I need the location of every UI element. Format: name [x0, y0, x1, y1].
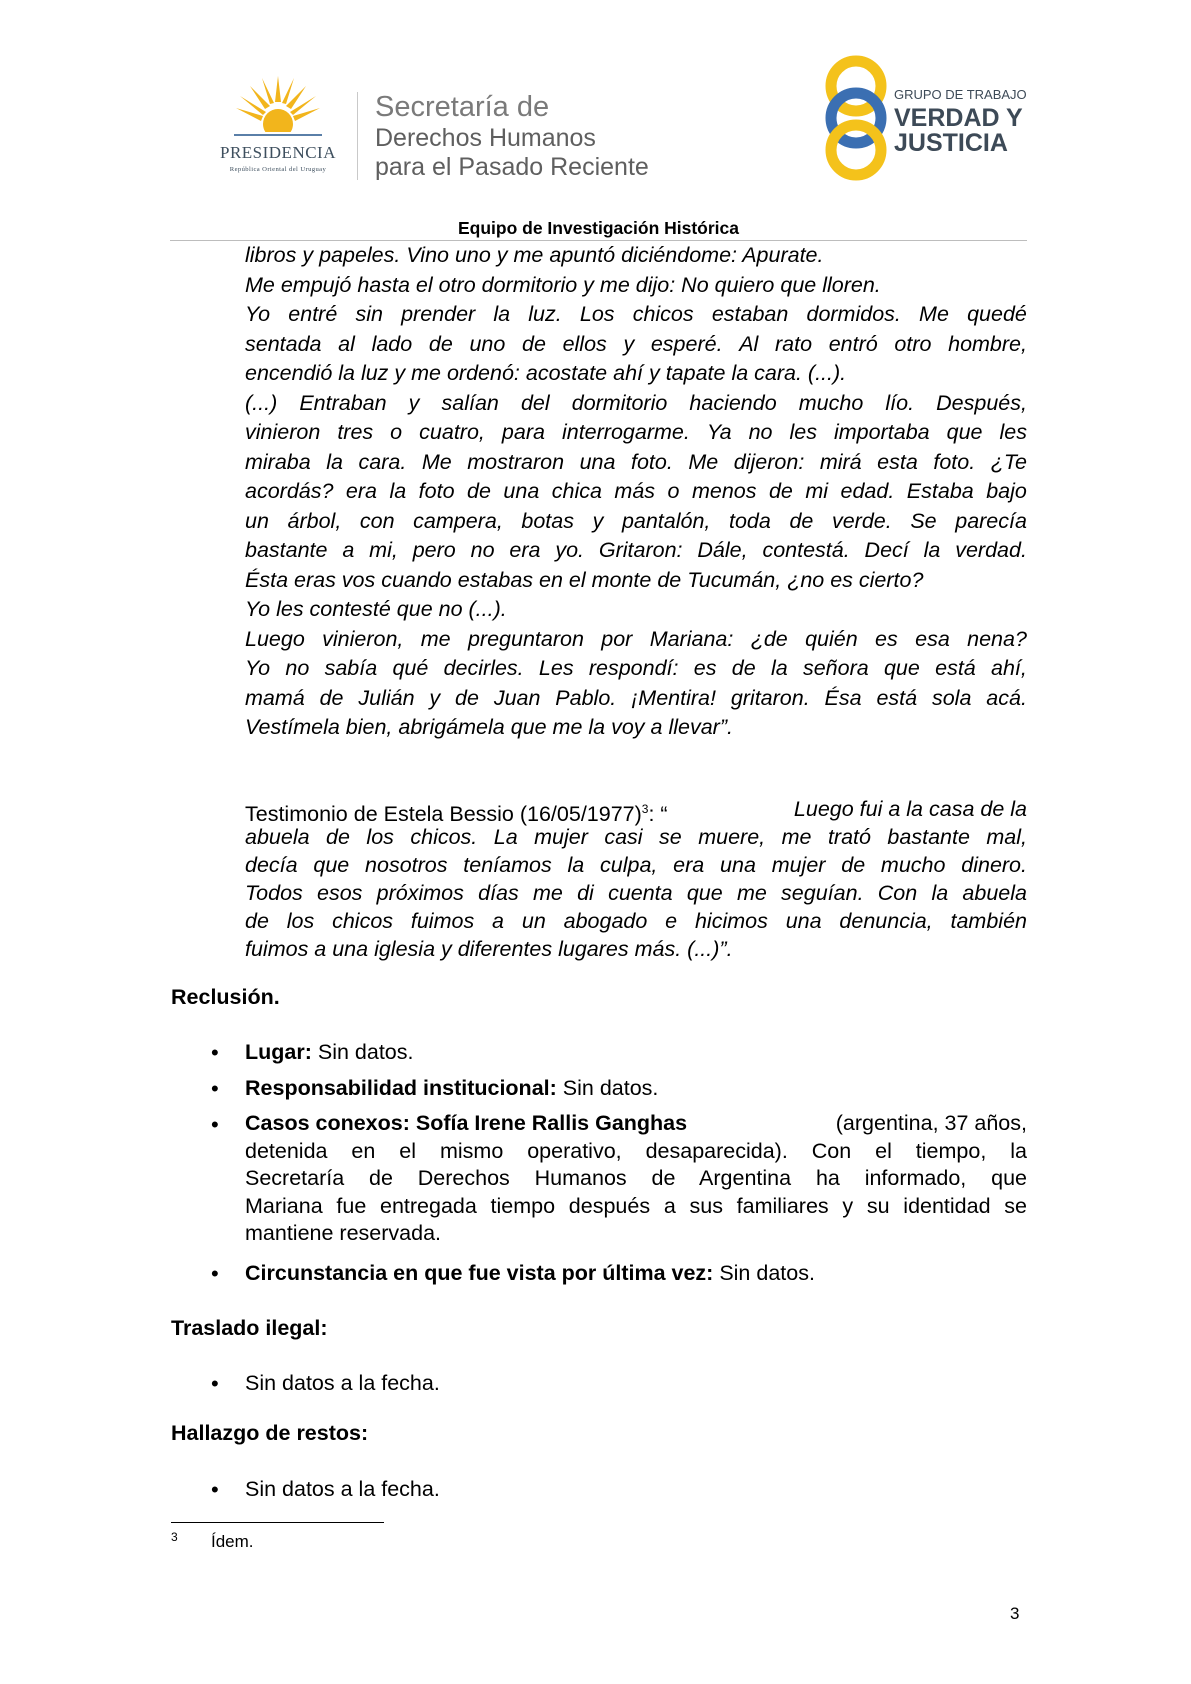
- header-divider: [357, 92, 358, 180]
- secretaria-line-1: Secretaría de: [375, 91, 550, 123]
- vyj-small-text: GRUPO DE TRABAJO: [894, 87, 1027, 102]
- quote-line: Ésta eras vos cuando estabas en el monte de Tucumán, ¿no es cierto?: [245, 567, 924, 592]
- list-item-traslado: Sin datos a la fecha.: [245, 1371, 440, 1395]
- list-item-circunstancia: Circunstancia en que fue vista por última vez: Sin datos.: [245, 1261, 815, 1285]
- quote-line: un árbol, con campera, botas y pantalón, toda de verde. Se parecía: [245, 508, 1027, 533]
- section-heading-reclusion: Reclusión.: [171, 985, 280, 1009]
- bullet: •: [211, 1477, 219, 1502]
- quote-paragraph-a: [245, 300, 1027, 389]
- bullet: •: [211, 1076, 219, 1101]
- testimonio-line: decía que nosotros teníamos la culpa, era una mujer de mucho dinero.: [245, 853, 1027, 877]
- bullet: •: [211, 1261, 219, 1286]
- quote-line: Yo entré sin prender la luz. Los chicos estaban dormidos. Me quedé: [245, 302, 1027, 326]
- casos-line: Mariana fue entregada tiempo después a sus familiares y su identidad se: [245, 1193, 1027, 1218]
- quote-block: [245, 241, 1027, 743]
- testimonio-line: abuela de los chicos. La mujer casi se muere, me trató bastante mal,: [245, 825, 1027, 849]
- casos-label: Casos conexos: Sofía Irene Rallis Ganghas: [245, 1111, 688, 1135]
- quote-line: mamá de Julián y de Juan Pablo. ¡Mentira! gritaron. Ésa está sola acá.: [245, 685, 1027, 710]
- vyj-big-text-2: JUSTICIA: [894, 129, 1008, 157]
- quote-line: (...) Entraban y salían del dormitorio haciendo mucho lío. Después,: [245, 390, 1027, 415]
- footnote-rule: [171, 1522, 384, 1523]
- casos-line: Secretaría de Derechos Humanos de Argentina ha informado, que: [245, 1166, 1027, 1190]
- bullet: •: [211, 1040, 219, 1065]
- list-item-responsabilidad: Responsabilidad institucional: Sin datos.: [245, 1076, 659, 1100]
- quote-line: encendió la luz y me ordenó: acostate ahí y tapate la cara. (...).: [245, 361, 847, 385]
- page-number: 3: [1010, 1604, 1020, 1623]
- vyj-big-text-1: VERDAD Y: [894, 104, 1023, 132]
- presidencia-word: PRESIDENCIA: [219, 143, 336, 162]
- casos-line: detenida en el mismo operativo, desaparecida). Con el tiempo, la: [245, 1138, 1027, 1163]
- quote-line: Yo les contesté que no (...).: [245, 597, 507, 621]
- quote-line: Luego vinieron, me preguntaron por Mariana: ¿de quién es esa nena?: [245, 626, 1027, 651]
- testimonio-line: de los chicos fuimos a un abogado e hicimos una denuncia, también: [245, 909, 1027, 933]
- testimonio-block: [245, 795, 1027, 963]
- presidencia-subtitle: República Oriental del Uruguay: [229, 166, 327, 173]
- testimonio-line-1-rest: Luego fui a la casa de la: [793, 797, 1027, 821]
- casos-line: mantiene reservada.: [245, 1221, 441, 1245]
- quote-line: vinieron tres o cuatro, para interrogarme. Ya no les importaba que les: [245, 420, 1027, 444]
- section-heading-traslado: Traslado ilegal:: [171, 1316, 328, 1340]
- quote-line: miraba la cara. Me mostraron una foto. Me dijeron: mirá esta foto. ¿Te: [245, 449, 1027, 474]
- quote-line: libros y papeles. Vino uno y me apuntó diciéndome: Apurate.: [245, 243, 824, 267]
- secretaria-line-2: Derechos Humanos: [375, 124, 596, 152]
- list-item-lugar: Lugar: Sin datos.: [245, 1040, 414, 1064]
- presidencia-logo: [198, 72, 358, 182]
- quote-line: Vestímela bien, abrigámela que me la voy a llevar”.: [245, 715, 733, 739]
- footnote-text: Ídem.: [211, 1532, 254, 1551]
- testimonio-line: fuimos a una iglesia y diferentes lugares más. (...)”.: [245, 937, 733, 961]
- quote-line: Yo no sabía qué decirles. Les respondí: es de la señora que está ahí,: [245, 656, 1027, 680]
- footnote-ref: 3: [641, 802, 649, 816]
- bullet: •: [211, 1112, 219, 1137]
- secretaria-line-3: para el Pasado Reciente: [375, 153, 649, 181]
- secretaria-logo-text: [375, 90, 649, 182]
- sun-icon: [230, 72, 326, 142]
- verdad-justicia-logo: [818, 54, 1028, 184]
- quote-line: sentada al lado de uno de ellos y esperé. Al rato entró otro hombre,: [245, 331, 1027, 356]
- rings-icon: [818, 54, 894, 182]
- testimonio-lead: Testimonio de Estela Bessio $(16/05/1977)^3$: “: [245, 802, 668, 827]
- bullet: •: [211, 1371, 219, 1396]
- quote-line: acordás? era la foto de una chica más o menos de mi edad. Estaba bajo: [245, 479, 1027, 503]
- casos-line-1-rest: (argentina, 37 años,: [835, 1111, 1027, 1135]
- quote-paragraph-b: [245, 389, 1027, 625]
- quote-line: Me empujó hasta el otro dormitorio y me dijo: No quiero que lloren.: [245, 273, 881, 297]
- footnote-number: 3: [171, 1530, 178, 1544]
- section-heading-hallazgo: Hallazgo de restos:: [171, 1421, 369, 1445]
- team-title: Equipo de Investigación Histórica: [457, 218, 740, 238]
- list-item-hallazgo: Sin datos a la fecha.: [245, 1477, 440, 1501]
- list-item-casos-conexos: [245, 1110, 1027, 1248]
- quote-line: bastante a mi, pero no era yo. Gritaron: Dále, contestá. Decí la verdad.: [245, 538, 1027, 562]
- quote-paragraph-c: [245, 625, 1027, 743]
- testimonio-line: Todos esos próximos días me di cuenta que me seguían. Con la abuela: [245, 881, 1027, 905]
- testimonio-line: [245, 795, 1027, 827]
